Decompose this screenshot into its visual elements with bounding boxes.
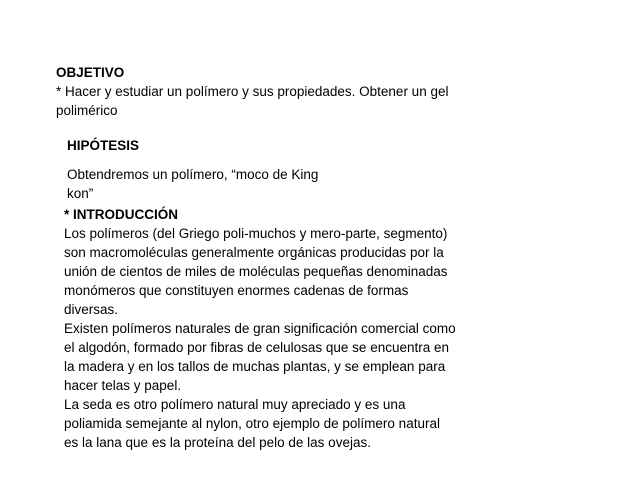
hipotesis-line: kon” bbox=[67, 186, 94, 201]
hipotesis-section bbox=[67, 136, 139, 155]
objetivo-section bbox=[56, 63, 448, 120]
objetivo-line: * Hacer y estudiar un polímero y sus propiedades. Obtener un gel bbox=[56, 84, 449, 99]
introduccion-line: diversas. bbox=[64, 302, 119, 317]
introduccion-line: la madera y en los tallos de muchas plantas, y se emplean para bbox=[64, 359, 446, 374]
introduccion-line: unión de cientos de miles de moléculas pequeñas denominadas bbox=[64, 264, 448, 279]
introduccion-line: el algodón, formado por fibras de celulosas que se encuentra en bbox=[64, 340, 450, 355]
introduccion-line: Existen polímeros naturales de gran significación comercial como bbox=[64, 321, 456, 336]
introduccion-line: La seda es otro polímero natural muy apreciado y es una bbox=[64, 397, 406, 412]
introduccion-line: hacer telas y papel. bbox=[64, 378, 182, 393]
introduccion-section bbox=[64, 205, 456, 452]
introduccion-line: monómeros que constituyen enormes cadenas de formas bbox=[64, 283, 409, 298]
objetivo-heading: OBJETIVO bbox=[56, 65, 125, 80]
hipotesis-text bbox=[67, 165, 318, 203]
hipotesis-line: Obtendremos un polímero, “moco de King bbox=[67, 167, 319, 182]
introduccion-line: poliamida semejante al nylon, otro ejemplo de polímero natural bbox=[64, 416, 440, 431]
hipotesis-heading: HIPÓTESIS bbox=[67, 138, 140, 153]
introduccion-heading: * INTRODUCCIÓN bbox=[64, 207, 178, 222]
introduccion-line: Los polímeros (del Griego poli-muchos y mero-parte, segmento) bbox=[64, 226, 448, 241]
objetivo-line: polimérico bbox=[56, 103, 118, 118]
introduccion-line: son macromoléculas generalmente orgánicas producidas por la bbox=[64, 245, 444, 260]
introduccion-line: es la lana que es la proteína del pelo de las ovejas. bbox=[64, 435, 371, 450]
